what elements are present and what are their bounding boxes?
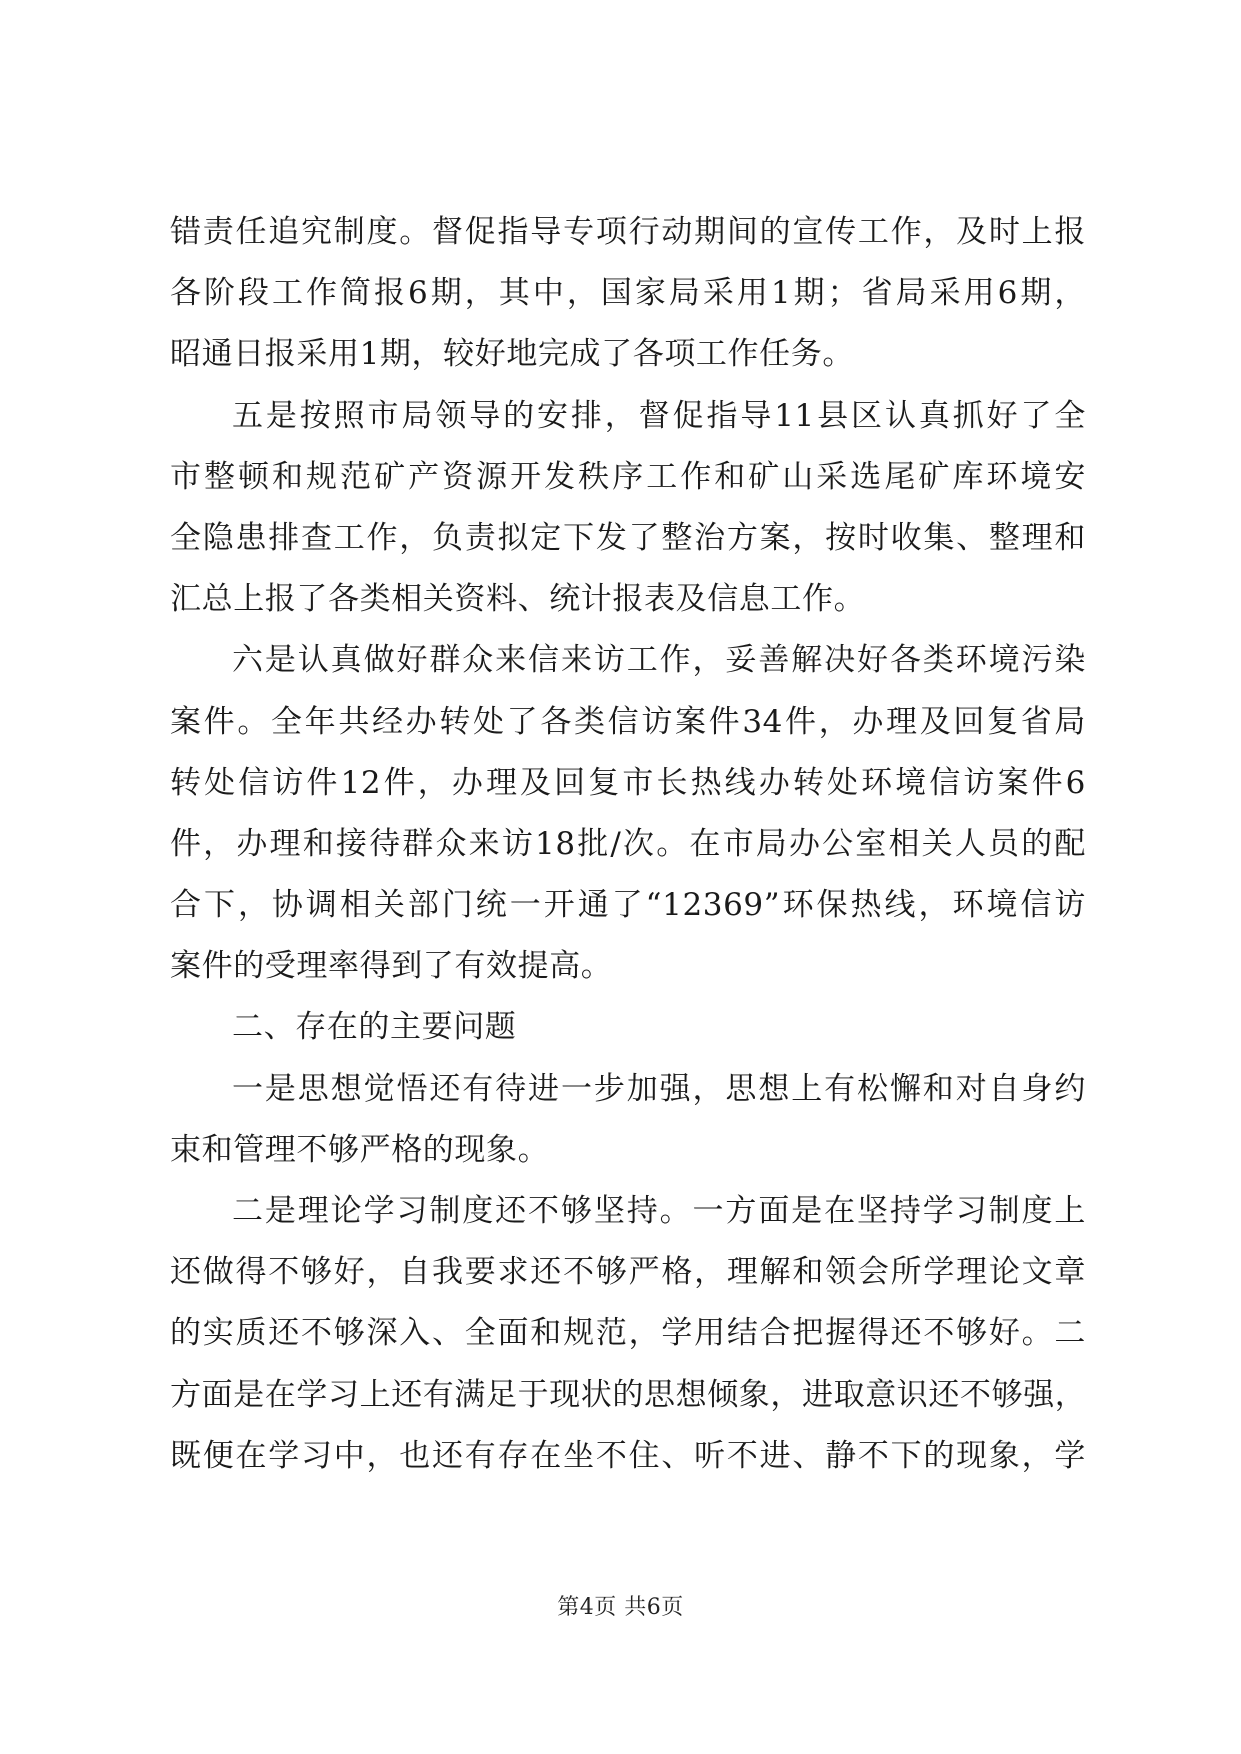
text-line: 方面是在学习上还有满足于现状的思想倾象，进取意识还不够强，	[170, 1376, 1087, 1413]
text-line: 汇总上报了各类相关资料、统计报表及信息工作。	[170, 581, 866, 618]
text-line: 合下，协调相关部门统一开通了“12369”环保热线，环境信访	[170, 887, 1086, 924]
document-body	[170, 202, 1086, 1487]
text-line: 二、存在的主要问题	[232, 1009, 517, 1046]
text-line: 束和管理不够严格的现象。	[170, 1131, 550, 1168]
text-line: 市整顿和规范矿产资源开发秩序工作和矿山采选尾矿库环境安	[170, 458, 1086, 495]
text-line: 五是按照市局领导的安排，督促指导11县区认真抓好了全	[232, 397, 1086, 434]
text-line: 错责任追究制度。督促指导专项行动期间的宣传工作，及时上报	[170, 214, 1086, 250]
text-line: 各阶段工作简报6期，其中，国家局采用1期；省局采用6期，	[170, 275, 1086, 312]
text-line: 一是思想觉悟还有待进一步加强，思想上有松懈和对自身约	[232, 1070, 1086, 1107]
text-line: 昭通日报采用1期，较好地完成了各项工作任务。	[170, 336, 854, 373]
text-line: 的实质还不够深入、全面和规范，学用结合把握得还不够好。二	[170, 1315, 1086, 1352]
text-line: 案件的受理率得到了有效提高。	[170, 948, 613, 985]
text-line: 案件。全年共经办转处了各类信访案件34件，办理及回复省局	[170, 703, 1086, 740]
text-line: 件，办理和接待群众来访18批/次。在市局办公室相关人员的配	[170, 825, 1086, 862]
text-line: 六是认真做好群众来信来访工作，妥善解决好各类环境污染	[232, 642, 1086, 679]
page-footer: 第4页 共6页	[557, 1595, 684, 1620]
text-line: 转处信访件12件，办理及回复市长热线办转处环境信访案件6	[170, 764, 1086, 801]
text-line: 二是理论学习制度还不够坚持。一方面是在坚持学习制度上	[232, 1193, 1086, 1229]
text-line: 既便在学习中，也还有存在坐不住、听不进、静不下的现象，学	[170, 1437, 1086, 1474]
text-line: 全隐患排查工作，负责拟定下发了整治方案，按时收集、整理和	[170, 519, 1086, 556]
text-line: 还做得不够好，自我要求还不够严格，理解和领会所学理论文章	[170, 1254, 1086, 1291]
